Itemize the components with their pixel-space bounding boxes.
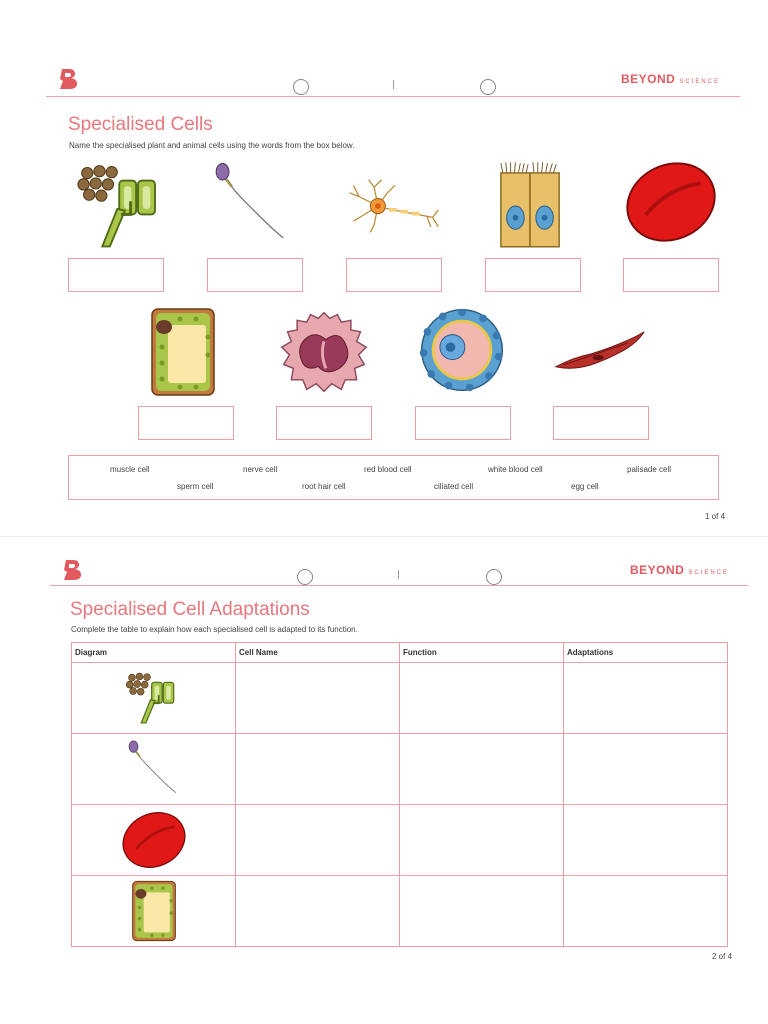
white-blood-cell-icon [276, 308, 372, 396]
answer-box-3[interactable] [346, 258, 442, 292]
word-muscle-cell: muscle cell [110, 465, 150, 474]
cell-name-field[interactable] [236, 734, 400, 805]
punch-hole-icon [293, 79, 309, 95]
palisade-cell-icon [131, 880, 177, 942]
cell-name-field[interactable] [236, 876, 400, 947]
instructions: Name the specialised plant and animal cells using the words from the box below. [69, 141, 355, 150]
function-field[interactable] [400, 734, 564, 805]
brand-wordmark: BEYOND SCIENCE [630, 563, 730, 577]
word-nerve-cell: nerve cell [243, 465, 278, 474]
table-row [72, 734, 728, 805]
header-rule [50, 585, 748, 586]
beyond-logo-icon [57, 67, 79, 91]
adaptations-table [71, 642, 728, 947]
root-hair-cell-icon [125, 669, 183, 727]
word-bank [68, 455, 719, 500]
page-divider [0, 536, 768, 537]
instructions: Complete the table to explain how each specialised cell is adapted to its function. [71, 625, 358, 634]
adaptations-field[interactable] [564, 734, 728, 805]
nerve-cell-icon [345, 174, 441, 240]
word-red-blood-cell: red blood cell [364, 465, 412, 474]
egg-cell-icon [414, 306, 510, 394]
diagram-cell [72, 734, 236, 805]
page-number: 1 of 4 [705, 512, 726, 521]
red-blood-cell-icon [118, 809, 190, 871]
red-blood-cell-icon [622, 158, 720, 246]
column-header: Adaptations [564, 643, 728, 663]
punch-hole-icon [486, 569, 502, 585]
function-field[interactable] [400, 805, 564, 876]
table-row [72, 876, 728, 947]
word-white-blood-cell: white blood cell [488, 465, 543, 474]
answer-box-9[interactable] [553, 406, 649, 440]
sperm-cell-icon [206, 160, 298, 248]
header-rule [46, 96, 740, 97]
answer-box-1[interactable] [68, 258, 164, 292]
diagram-cell [72, 805, 236, 876]
beyond-logo-icon [61, 558, 83, 582]
word-egg-cell: egg cell [571, 482, 599, 491]
word-root-hair-cell: root hair cell [302, 482, 346, 491]
column-header: Function [400, 643, 564, 663]
word-ciliated-cell: ciliated cell [434, 482, 474, 491]
function-field[interactable] [400, 876, 564, 947]
table-row [72, 663, 728, 734]
punch-hole-icon [480, 79, 496, 95]
cell-name-field[interactable] [236, 805, 400, 876]
answer-box-2[interactable] [207, 258, 303, 292]
fold-mark [398, 570, 399, 579]
page-title: Specialised Cells [68, 114, 213, 135]
adaptations-field[interactable] [564, 876, 728, 947]
sperm-cell-icon [122, 740, 186, 798]
ciliated-cell-icon [497, 160, 565, 250]
page-number: 2 of 4 [712, 952, 733, 961]
table-header-row [72, 643, 728, 663]
diagram-cell [72, 876, 236, 947]
page-title: Specialised Cell Adaptations [70, 599, 310, 620]
muscle-cell-icon [552, 330, 648, 376]
function-field[interactable] [400, 663, 564, 734]
column-header: Cell Name [236, 643, 400, 663]
root-hair-cell-icon [76, 160, 170, 252]
brand-wordmark: BEYOND SCIENCE [621, 72, 721, 86]
answer-box-6[interactable] [138, 406, 234, 440]
word-palisade-cell: palisade cell [627, 465, 672, 474]
table-row [72, 805, 728, 876]
palisade-cell-icon [150, 307, 216, 397]
answer-box-7[interactable] [276, 406, 372, 440]
answer-box-5[interactable] [623, 258, 719, 292]
word-sperm-cell: sperm cell [177, 482, 214, 491]
adaptations-field[interactable] [564, 663, 728, 734]
answer-box-8[interactable] [415, 406, 511, 440]
adaptations-field[interactable] [564, 805, 728, 876]
answer-box-4[interactable] [485, 258, 581, 292]
punch-hole-icon [297, 569, 313, 585]
diagram-cell [72, 663, 236, 734]
cell-name-field[interactable] [236, 663, 400, 734]
column-header: Diagram [72, 643, 236, 663]
fold-mark [393, 80, 394, 89]
